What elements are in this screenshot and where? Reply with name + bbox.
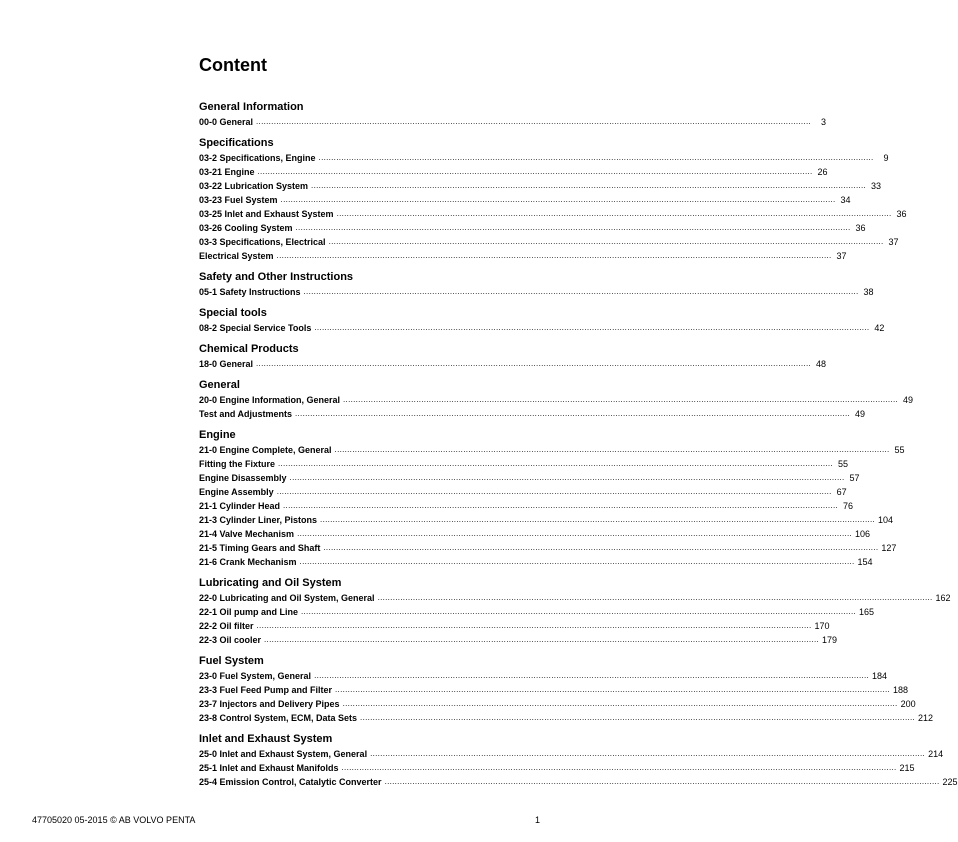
toc-entry-label: 21-3 Cylinder Liner, Pistons — [199, 515, 318, 525]
toc-entry[interactable] — [199, 221, 866, 235]
toc-section-heading: Safety and Other Instructions — [199, 271, 354, 283]
dot-leader: ............................................................................................................................................................................................................................ — [323, 543, 879, 552]
toc-entry[interactable] — [199, 151, 889, 165]
toc-section — [199, 427, 905, 569]
toc-section — [199, 135, 907, 263]
dot-leader: ............................................................................................................................................................................................................................ — [342, 699, 898, 708]
toc-entry-page-number: 26 — [817, 167, 828, 177]
dot-leader: ............................................................................................................................................................................................................................ — [320, 515, 876, 524]
dot-leader: ............................................................................................................................................................................................................................ — [318, 153, 874, 162]
toc-entry-label: 25-0 Inlet and Exhaust System, General — [199, 749, 368, 759]
toc-entry-label: 21-0 Engine Complete, General — [199, 445, 332, 455]
dot-leader: ............................................................................................................................................................................................................................ — [276, 487, 832, 496]
dot-leader: ............................................................................................................................................................................................................................ — [335, 685, 891, 694]
toc-entry-page-number: 49 — [854, 409, 865, 419]
dot-leader: ............................................................................................................................................................................................................................ — [328, 237, 884, 246]
toc-entry-label: 25-4 Emission Control, Catalytic Converter — [199, 777, 382, 787]
toc-section — [199, 305, 885, 335]
toc-section-heading: General Information — [199, 101, 304, 113]
toc-entry[interactable] — [199, 633, 838, 647]
toc-entry[interactable] — [199, 321, 885, 335]
toc-entry-label: Test and Adjustments — [199, 409, 293, 419]
dot-leader: ............................................................................................................................................................................................................................ — [289, 473, 845, 482]
dot-leader: ............................................................................................................................................................................................................................ — [377, 593, 933, 602]
dot-leader: ............................................................................................................................................................................................................................ — [343, 395, 899, 404]
toc-entry[interactable] — [199, 527, 871, 541]
dot-leader: ............................................................................................................................................................................................................................ — [360, 713, 916, 722]
toc-entry-page-number: 37 — [888, 237, 899, 247]
toc-entry[interactable] — [199, 179, 882, 193]
toc-entry[interactable] — [199, 357, 827, 371]
table-of-contents — [199, 99, 958, 795]
toc-entry[interactable] — [199, 443, 905, 457]
toc-entry-page-number: 36 — [896, 209, 907, 219]
toc-entry-label: 03-26 Cooling System — [199, 223, 293, 233]
toc-entry[interactable] — [199, 775, 958, 789]
toc-entry-page-number: 188 — [893, 685, 909, 695]
toc-entry-label: 21-1 Cylinder Head — [199, 501, 281, 511]
toc-entry-page-number: 170 — [814, 621, 830, 631]
dot-leader: ............................................................................................................................................................................................................................ — [256, 359, 812, 368]
toc-entry-page-number: 212 — [918, 713, 934, 723]
toc-section — [199, 575, 951, 647]
toc-entry[interactable] — [199, 193, 851, 207]
toc-entry-label: 23-0 Fuel System, General — [199, 671, 312, 681]
toc-entry-label: Engine Assembly — [199, 487, 274, 497]
toc-section — [199, 653, 934, 725]
toc-entry-page-number: 9 — [883, 153, 889, 163]
toc-entry[interactable] — [199, 669, 888, 683]
toc-entry[interactable] — [199, 541, 897, 555]
toc-entry[interactable] — [199, 249, 847, 263]
toc-entry-label: 23-8 Control System, ECM, Data Sets — [199, 713, 358, 723]
dot-leader: ............................................................................................................................................................................................................................ — [283, 501, 839, 510]
toc-section — [199, 99, 827, 129]
toc-entry-page-number: 49 — [903, 395, 914, 405]
toc-entry[interactable] — [199, 165, 828, 179]
toc-entry[interactable] — [199, 393, 914, 407]
toc-entry-page-number: 3 — [821, 117, 827, 127]
footer-page-number: 1 — [534, 815, 540, 825]
dot-leader: ............................................................................................................................................................................................................................ — [311, 181, 867, 190]
toc-entry[interactable] — [199, 605, 875, 619]
toc-entry-label: 03-3 Specifications, Electrical — [199, 237, 326, 247]
dot-leader: ............................................................................................................................................................................................................................ — [256, 621, 812, 630]
toc-entry-label: 22-0 Lubricating and Oil System, General — [199, 593, 375, 603]
dot-leader: ............................................................................................................................................................................................................................ — [295, 223, 851, 232]
toc-entry-page-number: 165 — [859, 607, 875, 617]
toc-entry-label: 21-5 Timing Gears and Shaft — [199, 543, 321, 553]
dot-leader: ............................................................................................................................................................................................................................ — [299, 557, 855, 566]
toc-entry-page-number: 33 — [871, 181, 882, 191]
toc-entry[interactable] — [199, 747, 944, 761]
dot-leader: ............................................................................................................................................................................................................................ — [295, 409, 850, 418]
toc-entry[interactable] — [199, 235, 899, 249]
toc-entry[interactable] — [199, 285, 874, 299]
toc-section — [199, 269, 874, 299]
toc-entry[interactable] — [199, 711, 934, 725]
toc-entry-page-number: 225 — [942, 777, 958, 787]
toc-entry-page-number: 55 — [837, 459, 848, 469]
dot-leader: ............................................................................................................................................................................................................................ — [341, 763, 897, 772]
toc-section-heading: Specifications — [199, 137, 274, 149]
toc-entry-page-number: 214 — [928, 749, 944, 759]
toc-entry-label: 05-1 Safety Instructions — [199, 287, 301, 297]
toc-section-heading: General — [199, 379, 240, 391]
toc-entry[interactable] — [199, 513, 894, 527]
toc-entry-label: 25-1 Inlet and Exhaust Manifolds — [199, 763, 339, 773]
toc-entry[interactable] — [199, 591, 951, 605]
toc-entry-label: 08-2 Special Service Tools — [199, 323, 312, 333]
toc-entry[interactable] — [199, 485, 847, 499]
toc-entry-page-number: 48 — [816, 359, 827, 369]
toc-entry-label: 21-4 Valve Mechanism — [199, 529, 295, 539]
toc-entry-label: 20-0 Engine Information, General — [199, 395, 341, 405]
toc-entry-label: 03-21 Engine — [199, 167, 255, 177]
toc-entry-page-number: 76 — [843, 501, 854, 511]
dot-leader: ............................................................................................................................................................................................................................ — [278, 459, 833, 468]
toc-entry-page-number: 200 — [900, 699, 916, 709]
toc-section-heading: Chemical Products — [199, 343, 299, 355]
toc-entry-page-number: 162 — [935, 593, 951, 603]
dot-leader: ............................................................................................................................................................................................................................ — [256, 117, 812, 126]
toc-entry[interactable] — [199, 457, 848, 471]
toc-entry-page-number: 57 — [849, 473, 860, 483]
toc-section-heading: Lubricating and Oil System — [199, 577, 342, 589]
toc-entry[interactable] — [199, 115, 827, 129]
toc-section-heading: Fuel System — [199, 655, 264, 667]
toc-entry-label: 03-23 Fuel System — [199, 195, 278, 205]
toc-entry[interactable] — [199, 683, 909, 697]
toc-entry-page-number: 104 — [878, 515, 894, 525]
toc-entry-page-number: 55 — [894, 445, 905, 455]
dot-leader: ............................................................................................................................................................................................................................ — [303, 287, 859, 296]
toc-entry-label: 22-1 Oil pump and Line — [199, 607, 299, 617]
toc-entry-label: 22-3 Oil cooler — [199, 635, 262, 645]
dot-leader: ............................................................................................................................................................................................................................ — [280, 195, 836, 204]
toc-entry-label: 18-0 General — [199, 359, 254, 369]
toc-entry-page-number: 154 — [857, 557, 873, 567]
toc-entry[interactable] — [199, 407, 865, 421]
toc-section — [199, 731, 958, 789]
toc-entry-label: 03-2 Specifications, Engine — [199, 153, 316, 163]
dot-leader: ............................................................................................................................................................................................................................ — [257, 167, 813, 176]
toc-entry[interactable] — [199, 619, 830, 633]
dot-leader: ............................................................................................................................................................................................................................ — [297, 529, 853, 538]
page-title: Content — [199, 55, 267, 75]
toc-entry-label: 00-0 General — [199, 117, 254, 127]
toc-entry-label: Engine Disassembly — [199, 473, 287, 483]
toc-entry[interactable] — [199, 471, 860, 485]
dot-leader: ............................................................................................................................................................................................................................ — [301, 607, 856, 616]
dot-leader: ............................................................................................................................................................................................................................ — [276, 251, 832, 260]
toc-entry-page-number: 34 — [840, 195, 851, 205]
toc-entry-label: 03-25 Inlet and Exhaust System — [199, 209, 334, 219]
dot-leader: ............................................................................................................................................................................................................................ — [314, 671, 870, 680]
toc-section — [199, 377, 914, 421]
toc-section-heading: Special tools — [199, 307, 267, 319]
toc-entry-label: 23-7 Injectors and Delivery Pipes — [199, 699, 340, 709]
toc-entry-page-number: 215 — [899, 763, 915, 773]
toc-entry-page-number: 36 — [855, 223, 866, 233]
toc-entry-label: 22-2 Oil filter — [199, 621, 254, 631]
toc-entry-label: 23-3 Fuel Feed Pump and Filter — [199, 685, 333, 695]
toc-section-heading: Engine — [199, 429, 236, 441]
dot-leader: ............................................................................................................................................................................................................................ — [384, 777, 940, 786]
toc-entry-label: 21-6 Crank Mechanism — [199, 557, 297, 567]
toc-entry-label: 03-22 Lubrication System — [199, 181, 309, 191]
dot-leader: ............................................................................................................................................................................................................................ — [264, 635, 820, 644]
toc-entry-page-number: 179 — [822, 635, 838, 645]
dot-leader: ............................................................................................................................................................................................................................ — [370, 749, 926, 758]
toc-entry[interactable] — [199, 761, 915, 775]
toc-entry-page-number: 184 — [872, 671, 888, 681]
toc-entry-label: Fitting the Fixture — [199, 459, 275, 469]
toc-entry[interactable] — [199, 555, 873, 569]
toc-section-heading: Inlet and Exhaust System — [199, 733, 333, 745]
toc-entry[interactable] — [199, 499, 854, 513]
toc-section — [199, 341, 827, 371]
footer-document-id: 47705020 05-2015 © AB VOLVO PENTA — [32, 815, 196, 825]
dot-leader: ............................................................................................................................................................................................................................ — [336, 209, 892, 218]
toc-entry-page-number: 67 — [836, 487, 847, 497]
toc-entry-label: Electrical System — [199, 251, 274, 261]
toc-entry-page-number: 106 — [855, 529, 871, 539]
dot-leader: ............................................................................................................................................................................................................................ — [314, 323, 870, 332]
toc-entry-page-number: 38 — [863, 287, 874, 297]
toc-entry-page-number: 127 — [881, 543, 897, 553]
toc-entry[interactable] — [199, 697, 916, 711]
toc-entry-page-number: 42 — [874, 323, 885, 333]
toc-entry[interactable] — [199, 207, 907, 221]
toc-entry-page-number: 37 — [836, 251, 847, 261]
dot-leader: ............................................................................................................................................................................................................................ — [334, 445, 890, 454]
